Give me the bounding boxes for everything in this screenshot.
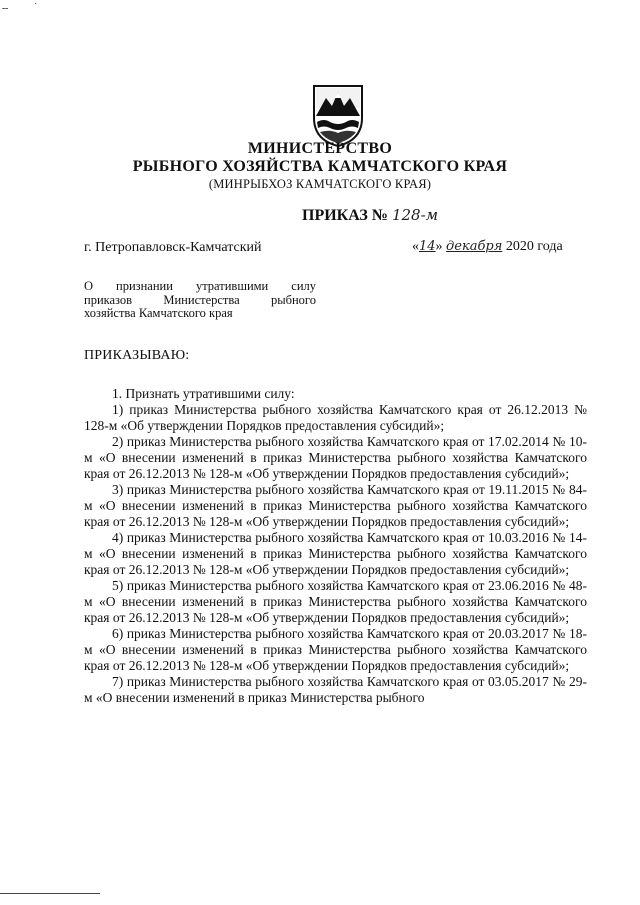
document-body [84, 386, 587, 706]
document-subject [84, 280, 316, 321]
body-paragraph: 7) приказ Министерства рыбного хозяйства Камчатского края от 03.05.2017 № 29-м «О внесении изменений в приказ Министерства рыбного [84, 674, 587, 705]
order-number: 128-м [391, 206, 439, 224]
issue-place: г. Петропавловск-Камчатский [84, 240, 262, 255]
issue-date [412, 239, 563, 255]
date-month: декабря [446, 239, 503, 254]
body-paragraph: 1) приказ Министерства рыбного хозяйства Камчатского края от 26.12.2013 № 128-м «Об утверждении Порядков предоставления субсидий»; [84, 402, 587, 433]
order-label: ПРИКАЗ № [302, 207, 388, 224]
body-paragraph: 3) приказ Министерства рыбного хозяйства Камчатского края от 19.11.2015 № 84-м «О внесении изменений в приказ Министерства рыбного хозяйства Камчатского края от 26.12.2013 № 128-м «Об утверждении Порядков предоставления субсидий»; [84, 482, 587, 529]
scan-mark: ˙ [34, 2, 38, 13]
subject-line: хозяйства Камчатского края [84, 306, 233, 320]
body-paragraph: 4) приказ Министерства рыбного хозяйства Камчатского края от 10.03.2016 № 14-м «О внесении изменений в приказ Министерства рыбного хозяйства Камчатского края от 26.12.2013 № 128-м «Об утверждении Порядков предоставления субсидий»; [84, 530, 587, 577]
date-close-quote: » [435, 239, 443, 254]
coat-of-arms-emblem [310, 78, 366, 148]
ministry-short-name: (МИНРЫБХОЗ КАМЧАТСКОГО КРАЯ) [208, 177, 432, 191]
scan-mark: ╌ [2, 4, 9, 15]
body-paragraph: 1. Признать утратившими силу: [112, 386, 295, 401]
page-bottom-rule [0, 893, 100, 894]
date-open-quote: « [412, 239, 419, 254]
subject-line: приказов Министерства рыбного [84, 292, 316, 307]
order-heading [302, 206, 438, 225]
body-paragraph: 2) приказ Министерства рыбного хозяйства Камчатского края от 17.02.2014 № 10-м «О внесении изменений в приказ Министерства рыбного хозяйства Камчатского края от 26.12.2013 № 128-м «Об утверждении Порядков предоставления субсидий»; [84, 434, 587, 481]
date-year: 2020 года [505, 239, 563, 254]
directive-heading: ПРИКАЗЫВАЮ: [84, 348, 190, 363]
date-day: 14 [419, 239, 436, 254]
subject-line: О признании утратившими силу [84, 279, 316, 293]
ministry-title-line2: РЫБНОГО ХОЗЯЙСТВА КАМЧАТСКОГО КРАЯ [132, 158, 508, 175]
ministry-title: МИНИСТЕРСТВО [247, 140, 393, 157]
body-paragraph: 6) приказ Министерства рыбного хозяйства Камчатского края от 20.03.2017 № 18-м «О внесении изменений в приказ Министерства рыбного хозяйства Камчатского края от 26.12.2013 № 128-м «Об утверждении Порядков предоставления субсидий»; [84, 626, 587, 673]
body-paragraph: 5) приказ Министерства рыбного хозяйства Камчатского края от 23.06.2016 № 48-м «О внесении изменений в приказ Министерства рыбного хозяйства Камчатского края от 26.12.2013 № 128-м «Об утверждении Порядков предоставления субсидий»; [84, 578, 587, 625]
